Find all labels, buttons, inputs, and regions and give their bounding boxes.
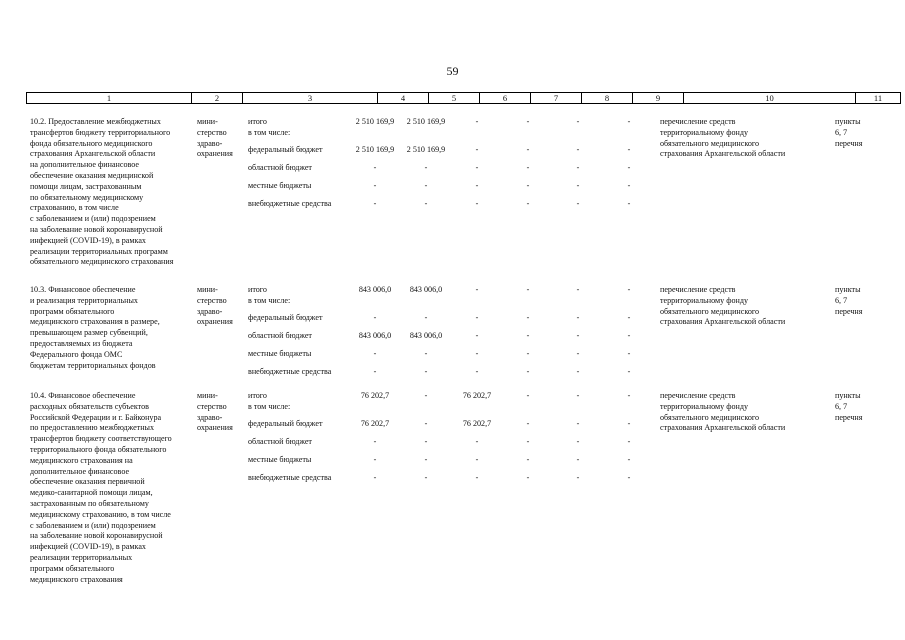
amount-cell: -	[373, 349, 377, 358]
expected-result	[660, 117, 828, 160]
measure-title-line: с заболеванием и (или) подозрением	[30, 214, 156, 224]
amount-cell: -	[576, 313, 580, 322]
amount-cell: -	[576, 285, 580, 294]
measure-title-line: обеспечение оказания медицинской	[30, 170, 154, 180]
executor-line: мини-	[197, 285, 218, 294]
executor-line: стерство	[197, 127, 227, 137]
amount-cell: 843 006,0	[358, 285, 392, 294]
executor-line: здраво-	[197, 412, 223, 422]
measure-title-line: бюджетам территориальных фондов	[30, 360, 156, 370]
reference-line: перечня	[835, 306, 863, 316]
amount-cell: -	[576, 117, 580, 126]
measure-title-line: Российской Федерации и г. Байконура	[30, 412, 162, 422]
amount-cell: -	[424, 367, 428, 376]
amount-cell: -	[526, 117, 530, 126]
amount-cell: -	[475, 367, 479, 376]
amount-cell: -	[424, 473, 428, 482]
measure-title-line: трансфертов бюджету территориального	[30, 127, 171, 137]
funding-row	[0, 199, 905, 210]
amount-cell: -	[627, 181, 631, 190]
amount-cell: -	[576, 349, 580, 358]
reference-line: пункты	[835, 117, 861, 126]
measure-title-line: медицинского страхования	[30, 574, 123, 584]
funding-row	[0, 349, 905, 360]
funding-source-label: в том числе:	[248, 402, 291, 411]
column-number: 8	[582, 93, 633, 104]
amount-cell: -	[576, 473, 580, 482]
amount-cell: -	[526, 419, 530, 428]
amount-cell: -	[526, 349, 530, 358]
funding-row	[0, 455, 905, 466]
measure-title-line: по обязательному медицинскому	[30, 192, 144, 202]
amount-cell: -	[424, 163, 428, 172]
amount-cell: -	[424, 349, 428, 358]
amount-cell: 76 202,7	[360, 391, 390, 400]
reference-line: 6, 7	[835, 295, 848, 305]
amount-cell: -	[475, 117, 479, 126]
funding-source-label: внебюджетные средства	[248, 473, 332, 482]
measure-title-line: на заболевание новой коронавирусной	[30, 224, 163, 234]
amount-cell: -	[475, 313, 479, 322]
amount-cell: -	[526, 199, 530, 208]
funding-source-label: итого	[248, 391, 267, 400]
amount-cell: -	[526, 313, 530, 322]
funding-row	[0, 331, 905, 342]
amount-cell: -	[526, 163, 530, 172]
amount-cell: 843 006,0	[409, 285, 443, 294]
amount-cell: 2 510 169,9	[355, 117, 395, 126]
measure-title-line: Федерального фонда ОМС	[30, 349, 123, 359]
amount-cell: -	[526, 285, 530, 294]
measure-title-line: трансфертов бюджету соответствующего	[30, 434, 172, 444]
amount-cell: -	[424, 455, 428, 464]
column-number: 11	[856, 93, 901, 104]
column-header-table	[26, 92, 901, 104]
reference-line: пункты	[835, 285, 861, 294]
amount-cell: -	[373, 163, 377, 172]
amount-cell: -	[576, 455, 580, 464]
funding-source-label: итого	[248, 117, 267, 126]
amount-cell: -	[576, 163, 580, 172]
amount-cell: -	[526, 367, 530, 376]
amount-cell: -	[627, 391, 631, 400]
funding-source-label: местные бюджеты	[248, 181, 312, 190]
measure-title-line: помощи лицам, застрахованным	[30, 181, 142, 191]
column-number: 2	[192, 93, 243, 104]
amount-cell: -	[475, 349, 479, 358]
amount-cell: -	[373, 473, 377, 482]
amount-cell: -	[373, 199, 377, 208]
amount-cell: -	[424, 181, 428, 190]
expected-result-line: обязательного медицинского	[660, 412, 760, 422]
funding-source-label: местные бюджеты	[248, 349, 312, 358]
funding-source-label: в том числе:	[248, 128, 291, 137]
amount-cell: -	[576, 367, 580, 376]
amount-cell: 2 510 169,9	[406, 117, 446, 126]
amount-cell: -	[475, 285, 479, 294]
reference-line: перечня	[835, 138, 863, 148]
amount-cell: -	[576, 437, 580, 446]
column-number: 10	[684, 93, 856, 104]
amount-cell: 843 006,0	[358, 331, 392, 340]
amount-cell: -	[576, 145, 580, 154]
amount-cell: -	[475, 473, 479, 482]
amount-cell: -	[627, 367, 631, 376]
amount-cell: -	[475, 163, 479, 172]
measure-title-line: и реализация территориальных	[30, 295, 138, 305]
executor-line: мини-	[197, 391, 218, 400]
measure-title-line: превышающем размер субвенций,	[30, 328, 148, 338]
executor-line: стерство	[197, 401, 227, 411]
measure-title-line: по предоставлению межбюджетных	[30, 423, 155, 433]
amount-cell: -	[576, 181, 580, 190]
reference-line: перечня	[835, 412, 863, 422]
measure-title-line: с заболеванием и (или) подозрением	[30, 520, 156, 530]
reference	[835, 117, 875, 149]
amount-cell: -	[373, 367, 377, 376]
amount-cell: -	[627, 145, 631, 154]
amount-cell: -	[475, 455, 479, 464]
amount-cell: -	[526, 145, 530, 154]
measure-title-line: 10.2. Предоставление межбюджетных	[30, 117, 161, 126]
amount-cell: -	[424, 437, 428, 446]
expected-result-line: страхования Архангельской области	[660, 149, 786, 159]
expected-result-line: обязательного медицинского	[660, 138, 760, 148]
funding-source-label: местные бюджеты	[248, 455, 312, 464]
amount-cell: -	[627, 437, 631, 446]
funding-row	[0, 437, 905, 448]
amount-cell: -	[576, 199, 580, 208]
measure-title-line: реализации территориальных	[30, 552, 133, 562]
expected-result-line: территориальному фонду	[660, 401, 749, 411]
amount-cell: -	[373, 181, 377, 190]
funding-source-label: областной бюджет	[248, 163, 312, 172]
amount-cell: -	[475, 199, 479, 208]
amount-cell: -	[627, 455, 631, 464]
amount-cell: 76 202,7	[462, 391, 492, 400]
amount-cell: -	[526, 181, 530, 190]
executor-line: охранения	[197, 149, 233, 159]
amount-cell: -	[475, 437, 479, 446]
column-number: 3	[243, 93, 378, 104]
expected-result	[660, 285, 828, 328]
amount-cell: -	[424, 419, 428, 428]
amount-cell: 76 202,7	[462, 419, 492, 428]
expected-result-line: страхования Архангельской области	[660, 423, 786, 433]
measure-title-line: инфекцией (COVID-19), в рамках	[30, 235, 146, 245]
page-number: 59	[446, 64, 459, 78]
amount-cell: -	[627, 313, 631, 322]
amount-cell: -	[627, 473, 631, 482]
funding-row	[0, 473, 905, 484]
reference-line: 6, 7	[835, 127, 848, 137]
funding-row	[0, 367, 905, 378]
reference-line: пункты	[835, 391, 861, 400]
measure-title-line: предоставляемых из бюджета	[30, 338, 133, 348]
column-number: 7	[531, 93, 582, 104]
executor-line: охранения	[197, 317, 233, 327]
measure-title-line: программ обязательного	[30, 306, 115, 316]
measure-title-line: на дополнительное финансовое	[30, 160, 140, 170]
measure-title-line: инфекцией (COVID-19), в рамках	[30, 542, 146, 552]
expected-result-line: перечисление средств	[660, 285, 736, 294]
funding-row	[0, 163, 905, 174]
reference	[835, 285, 875, 317]
amount-cell: -	[475, 331, 479, 340]
amount-cell: -	[627, 199, 631, 208]
amount-cell: -	[526, 391, 530, 400]
amount-cell: -	[627, 331, 631, 340]
expected-result-line: страхования Архангельской области	[660, 317, 786, 327]
column-number: 5	[429, 93, 480, 104]
amount-cell: -	[424, 391, 428, 400]
funding-source-label: федеральный бюджет	[248, 419, 323, 428]
executor-line: здраво-	[197, 138, 223, 148]
amount-cell: -	[526, 473, 530, 482]
funding-source-label: областной бюджет	[248, 331, 312, 340]
measure-title-line: медико-санитарной помощи лицам,	[30, 488, 153, 498]
funding-source-label: федеральный бюджет	[248, 145, 323, 154]
measure-title-line: фонда обязательного медицинского	[30, 138, 153, 148]
expected-result-line: территориальному фонду	[660, 127, 749, 137]
measure-title	[30, 117, 190, 268]
column-number: 9	[633, 93, 684, 104]
amount-cell: 2 510 169,9	[355, 145, 395, 154]
amount-cell: -	[526, 331, 530, 340]
amount-cell: -	[627, 285, 631, 294]
measure-title-line: медицинского страхования в размере,	[30, 317, 160, 327]
amount-cell: -	[576, 391, 580, 400]
executor-line: охранения	[197, 423, 233, 433]
column-number: 6	[480, 93, 531, 104]
executor-line: мини-	[197, 117, 218, 126]
amount-cell: 2 510 169,9	[406, 145, 446, 154]
amount-cell: -	[424, 313, 428, 322]
amount-cell: -	[576, 331, 580, 340]
measure-title-line: страхованию, в том числе	[30, 203, 119, 213]
measure-title-line: расходных обязательств субъектов	[30, 401, 149, 411]
expected-result	[660, 391, 828, 434]
amount-cell: 76 202,7	[360, 419, 390, 428]
amount-cell: -	[627, 163, 631, 172]
amount-cell: -	[475, 145, 479, 154]
expected-result-line: территориальному фонду	[660, 295, 749, 305]
measure-title-line: территориального фонда обязательного	[30, 444, 167, 454]
amount-cell: -	[627, 349, 631, 358]
measure-title-line: 10.3. Финансовое обеспечение	[30, 285, 136, 294]
reference	[835, 391, 875, 423]
measure-title-line: обеспечение оказания первичной	[30, 477, 145, 487]
amount-cell: -	[373, 313, 377, 322]
measure-title-line: страхования Архангельской области	[30, 149, 156, 159]
measure-title-line: обязательного медицинского страхования	[30, 257, 174, 267]
amount-cell: -	[373, 437, 377, 446]
funding-source-label: в том числе:	[248, 296, 291, 305]
column-number: 4	[378, 93, 429, 104]
amount-cell: -	[424, 199, 428, 208]
measure-title-line: 10.4. Финансовое обеспечение	[30, 391, 136, 400]
expected-result-line: перечисление средств	[660, 391, 736, 400]
measure-title-line: застрахованным по обязательному	[30, 498, 149, 508]
amount-cell: -	[576, 419, 580, 428]
measure-title-line: программ обязательного	[30, 563, 115, 573]
executor-line: стерство	[197, 295, 227, 305]
amount-cell: -	[373, 455, 377, 464]
funding-source-label: внебюджетные средства	[248, 367, 332, 376]
expected-result-line: обязательного медицинского	[660, 306, 760, 316]
column-number: 1	[27, 93, 192, 104]
amount-cell: -	[627, 419, 631, 428]
amount-cell: 843 006,0	[409, 331, 443, 340]
executor-line: здраво-	[197, 306, 223, 316]
funding-source-label: внебюджетные средства	[248, 199, 332, 208]
reference-line: 6, 7	[835, 401, 848, 411]
measure-title-line: медицинского страхования на	[30, 455, 133, 465]
measure-title-line: реализации территориальных программ	[30, 246, 168, 256]
amount-cell: -	[526, 455, 530, 464]
amount-cell: -	[526, 437, 530, 446]
funding-source-label: итого	[248, 285, 267, 294]
measure-title-line: дополнительное финансовое	[30, 466, 130, 476]
funding-source-label: федеральный бюджет	[248, 313, 323, 322]
expected-result-line: перечисление средств	[660, 117, 736, 126]
measure-title-line: на заболевание новой коронавирусной	[30, 531, 163, 541]
measure-title-line: медицинскому страхованию, в том числе	[30, 509, 171, 519]
funding-row	[0, 181, 905, 192]
funding-source-label: областной бюджет	[248, 437, 312, 446]
amount-cell: -	[475, 181, 479, 190]
amount-cell: -	[627, 117, 631, 126]
